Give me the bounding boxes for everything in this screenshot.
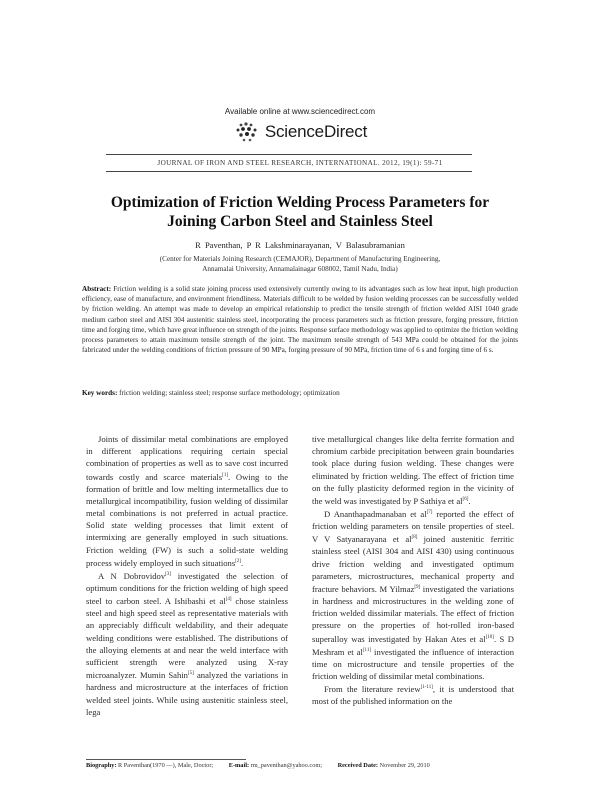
body-text: analyzed the variations in hardness and microstructure at the interfaces of friction welded steel joints. While using austenitic stainless steel, lega	[86, 670, 288, 717]
citation-ref: [1-11]	[420, 685, 433, 691]
body-text: , it is understood that most of the published information on the	[312, 684, 514, 707]
abstract-text: Friction welding is a solid state joining process used extensively currently owing to its advantages such as low heat input, high production efficiency, ease of manufacture, and environment friendliness. Materials difficult to be welded by fusion welding processes can be successfully welded by friction welding. An attempt was made to develop an empirical relationship to predict the tensile strength of friction welded AISI 1040 grade medium carbon steel and AISI 304 austenitic stainless steel, incorporating the process parameters such as friction pressure, forging pressure, friction time and forging time, which have great influence on strength of the joints. Response surface methodology was applied to optimize the friction welding process parameters to attain maximum tensile strength of the joint. The maximum tensile strength of 543 MPa could be obtained for the joints fabricated under the welding conditions of friction pressure of 90 MPa, forging pressure of 90 MPa, friction time of 6 s and forging time of 6 s.	[82, 285, 518, 355]
footnote	[86, 762, 526, 769]
affiliation-line-1: (Center for Materials Joining Research (CEMAJOR), Department of Manufacturing Engineering,	[159, 255, 441, 263]
received-date-label: Received Date:	[337, 762, 378, 769]
body-paragraph	[312, 682, 514, 707]
keywords-text: friction welding; stainless steel; response surface methodology; optimization	[119, 389, 340, 397]
body-text: A N Dobrovidov	[98, 570, 166, 581]
title-line-2: Joining Carbon Steel and Stainless Steel	[167, 213, 433, 230]
body-paragraph	[86, 569, 288, 718]
body-paragraph	[312, 507, 514, 682]
author-list: R Paventhan, P R Lakshminarayanan, V Balasubramanian	[195, 240, 405, 250]
body-text: investigated the variations in hardness and microstructures in the welding zone of friction welded dissimilar materials. The effect of friction pressure on the properties of hot-rolled iron-based superalloy was investigated by Hakan Ates et al	[312, 583, 514, 644]
body-column-left	[86, 433, 288, 718]
journal-citation: JOURNAL OF IRON AND STEEL RESEARCH, INTERNATIONAL. 2012, 19(1): 59-71	[157, 159, 443, 167]
sciencedirect-dots-icon	[233, 121, 261, 143]
citation-ref: [10]	[485, 634, 494, 640]
body-text: .	[241, 557, 244, 568]
available-online-text: Available online at www.sciencedirect.com	[224, 107, 376, 116]
biography-label: Biography:	[86, 762, 117, 769]
citation-ref: [8]	[411, 535, 418, 541]
abstract	[82, 284, 518, 355]
citation-ref: [11]	[362, 647, 372, 653]
header-rule-bottom	[106, 171, 472, 172]
email-label: E-mail:	[228, 762, 250, 769]
sciencedirect-logo	[0, 121, 600, 143]
body-text: joined austenitic ferritic stainless steel (AISI 304 and AISI 430) using continuous drive friction welding and investigated optimum parameters, microstructures, mechanical property and fracture behaviors. M Yilmaz	[312, 534, 514, 594]
body-paragraph	[86, 433, 288, 569]
body-paragraph	[312, 433, 514, 507]
citation-ref: [6]	[462, 497, 469, 503]
affiliation-line-2: Annamalai University, Annamalainagar 608002, Tamil Nadu, India)	[202, 265, 398, 273]
affiliation	[0, 254, 600, 274]
body-text: investigated the influence of interaction time on microstructure and tensile properties of the friction welding of dissimilar metal combinations.	[312, 646, 514, 682]
body-text: reported the effect of friction welding parameters on tensile properties of steel. V V Satyanarayana et al	[312, 508, 515, 545]
article-title	[0, 193, 600, 231]
body-text: .	[468, 495, 471, 506]
abstract-label: Abstract:	[82, 285, 112, 293]
body-text: investigated the selection of optimum conditions for the friction welding of high speed steel to carbon steel. A Ishibashi et al	[86, 570, 288, 607]
email-address[interactable]: rm_paventhan@yahoo.com;	[250, 762, 322, 769]
body-text: Joints of dissimilar metal combinations are employed in different applications requiring certain special combination of properties as well as to save cost incurred towards costly and scarce materials	[86, 434, 288, 482]
citation-ref: [7]	[426, 510, 433, 516]
body-text: tive metallurgical changes like delta ferrite formation and chromium carbide precipitation between grain boundaries took place during fusion welding. These changes were eliminated by friction welding. The effect of friction time on the fully plasticity deformed region in the vicinity of the weld was investigated by P Sathiya et al	[312, 434, 514, 506]
footnote-rule	[86, 759, 246, 760]
citation-ref: [2]	[235, 558, 242, 564]
body-text: From the literature review	[324, 684, 421, 695]
body-text: . S D Meshram et al	[312, 633, 515, 657]
body-column-right	[312, 433, 514, 707]
title-line-1: Optimization of Friction Welding Process Parameters for	[110, 194, 490, 211]
citation-ref: [3]	[165, 571, 171, 577]
citation-ref: [1]	[222, 472, 228, 478]
keywords	[82, 388, 518, 398]
body-text: . Owing to the formation of brittle and low melting intermetallics due to metallurgical incompatibility, fusion welding of dissimilar metal combinations is not preferred in actual practice. Solid state welding processes that limit extent of intermixing are generally employed in such situations. Friction welding (FW) is such a solid-state welding process widely employed in such situations	[86, 471, 289, 568]
body-text: D Ananthapadmanaban et al	[324, 508, 427, 519]
citation-ref: [9]	[414, 585, 421, 591]
citation-ref: [4]	[225, 597, 232, 603]
keywords-label: Key words:	[82, 389, 118, 397]
header-rule-top	[106, 154, 472, 155]
biography-text: R Paventhan(1970 —), Male, Doctor;	[118, 762, 214, 769]
citation-ref: [5]	[187, 671, 194, 677]
body-text: chose stainless steel and high speed steel as representative materials with an appreciably difficult weldability, and their adequate welding conditions were established. The distributions of the alloying elements at and near the weld interface with sufficient strength were analyzed using X-ray microanalyzer. Mumin Sahin	[86, 596, 288, 681]
received-date: November 29, 2010	[379, 762, 430, 769]
sciencedirect-wordmark: ScienceDirect	[264, 122, 368, 141]
